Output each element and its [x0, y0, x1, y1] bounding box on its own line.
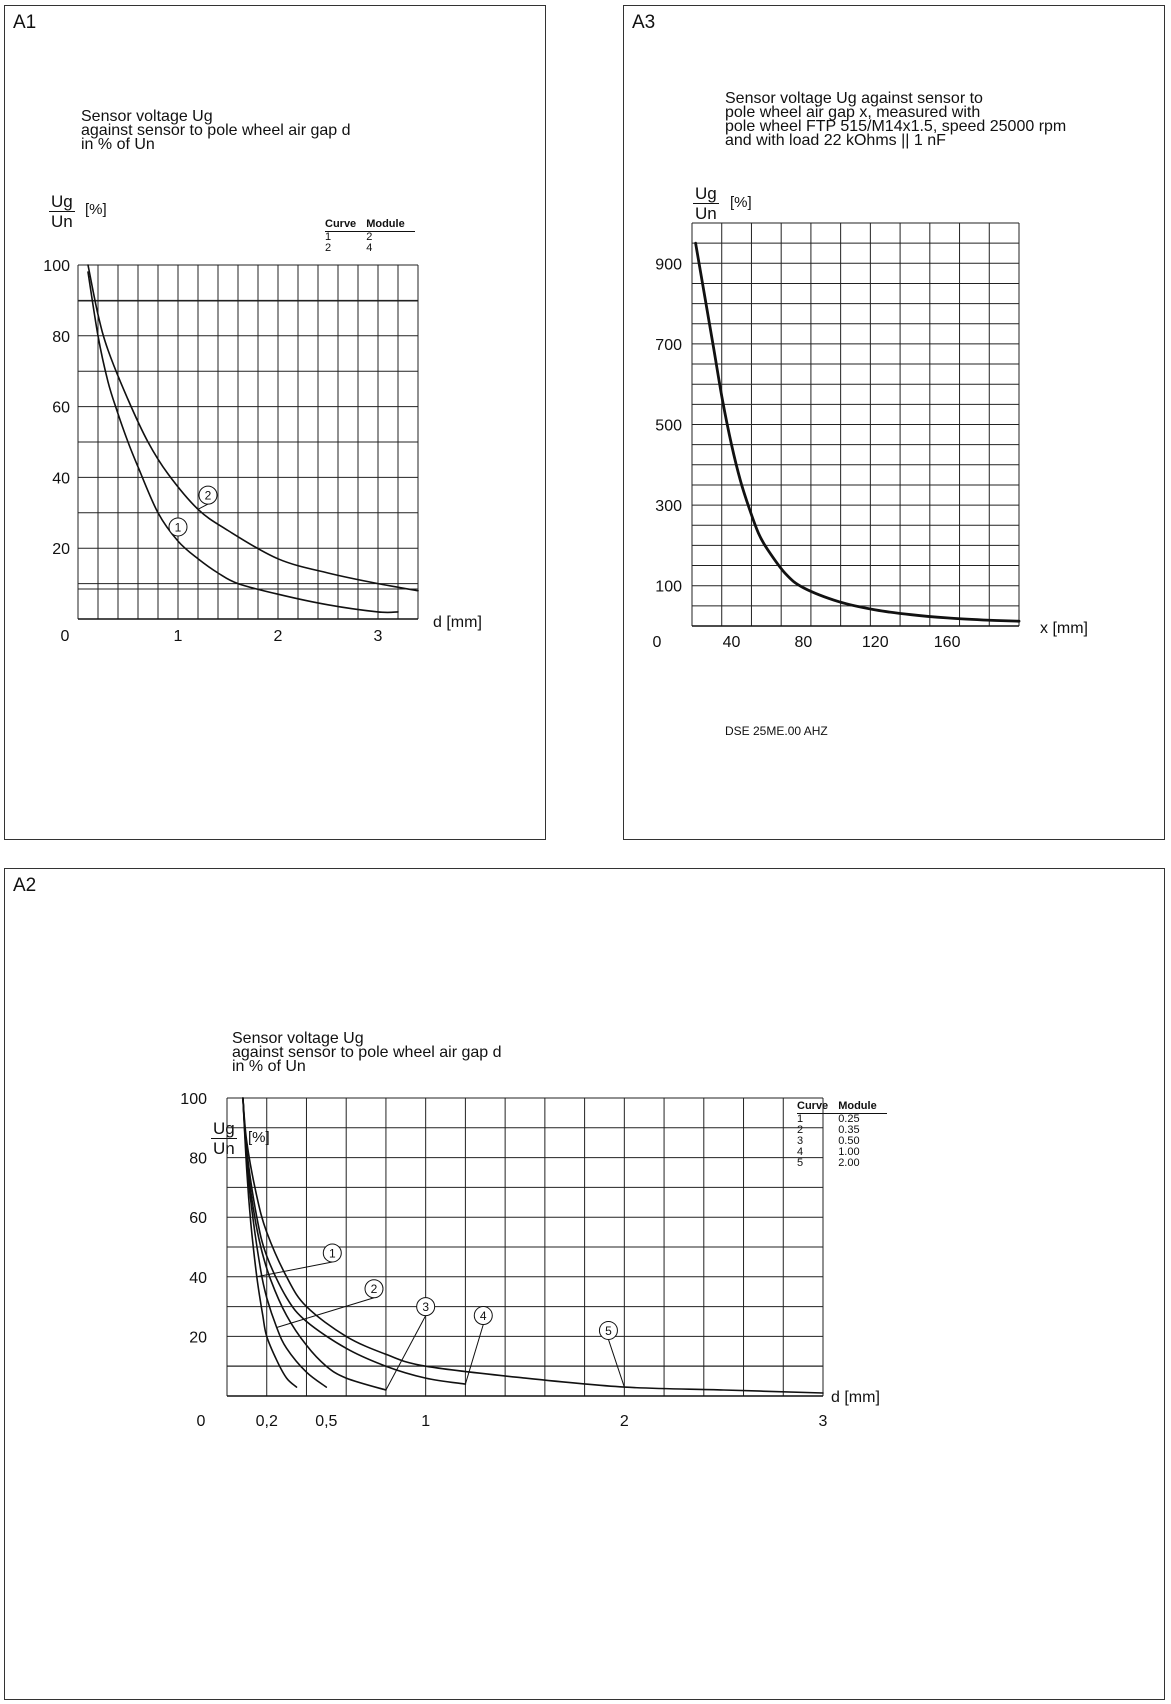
- legend-cell: 4: [366, 242, 373, 254]
- legend-cell: 2: [366, 231, 373, 243]
- legend-cell: 1: [797, 1113, 804, 1125]
- legend-cell: 3: [797, 1135, 804, 1147]
- y-tick-label: 20: [52, 541, 70, 559]
- title-line: in % of Un: [232, 1058, 306, 1075]
- x-axis-label: d [mm]: [433, 614, 482, 631]
- y-tick-label: 60: [52, 399, 70, 417]
- title-line: in % of Un: [81, 136, 155, 153]
- grid-lines: [227, 1098, 823, 1396]
- legend-cell: 1.00: [838, 1146, 860, 1158]
- series-line-1: [243, 1098, 297, 1387]
- y-tick-label: 500: [655, 417, 682, 435]
- y-tick-label: 40: [52, 470, 70, 488]
- title-line: and with load 22 kOhms || 1 nF: [725, 132, 946, 149]
- grid-lines: [78, 265, 418, 619]
- curve-label: 5: [605, 1323, 612, 1338]
- x-tick-label: 160: [933, 634, 961, 651]
- y-tick-label: 80: [52, 328, 70, 346]
- chart-panel-a1: [4, 5, 546, 840]
- curve-leader-line: [257, 1262, 332, 1277]
- y-unit-a3: [%]: [730, 194, 752, 211]
- legend-cell: 0.35: [838, 1124, 860, 1136]
- y-tick-label: 100: [43, 258, 70, 275]
- x-tick-label: 3: [373, 628, 383, 645]
- legend-cell: 2: [797, 1124, 804, 1136]
- x-tick-label: 40: [722, 634, 741, 651]
- y-unit-a2: [%]: [248, 1129, 270, 1146]
- legend-cell: 4: [797, 1146, 804, 1158]
- x-axis-label: x [mm]: [1040, 620, 1088, 637]
- y-tick-label: 700: [655, 336, 682, 354]
- curve-label: 2: [204, 488, 212, 503]
- legend-cell: 2.00: [838, 1157, 860, 1169]
- title-line: Sensor voltage Ug: [232, 1030, 364, 1047]
- panel-id-a3: A3: [632, 12, 656, 33]
- reference-code-a3: DSE 25ME.00 AHZ: [725, 724, 828, 738]
- y-tick-label: 20: [189, 1329, 207, 1347]
- curve-label: 1: [328, 1246, 336, 1261]
- title-line: pole wheel air gap x, measured with: [725, 104, 981, 121]
- y-tick-label: 300: [655, 498, 682, 516]
- legend-header: Curve: [797, 1101, 838, 1114]
- legend-cell: 1: [325, 231, 332, 243]
- grid-lines: [692, 223, 1019, 626]
- y-tick-label: 40: [189, 1269, 207, 1287]
- legend-cell: 0.50: [838, 1135, 860, 1147]
- curve-leader-line: [386, 1316, 426, 1390]
- y-tick-label: 900: [655, 256, 682, 274]
- y-label-numerator: Ug: [51, 192, 73, 211]
- series-line-2: [243, 1098, 326, 1387]
- y-label-denominator: Un: [695, 204, 717, 223]
- title-line: Sensor voltage Ug: [81, 108, 213, 125]
- curve-leader-line: [198, 504, 208, 509]
- origin-label: 0: [196, 1413, 206, 1430]
- x-tick-label: 3: [818, 1413, 828, 1430]
- curve-label: 2: [370, 1282, 378, 1297]
- x-tick-label: 2: [273, 628, 283, 645]
- y-tick-label: 100: [655, 578, 682, 596]
- title-line: against sensor to pole wheel air gap d: [81, 122, 351, 139]
- chart-panel-a3: [623, 5, 1165, 840]
- y-label-numerator: Ug: [695, 184, 717, 203]
- curve-label: 4: [479, 1309, 487, 1324]
- series-line-main: [696, 243, 1019, 621]
- x-tick-label: 0,5: [315, 1413, 338, 1430]
- plot-area-a2: [5, 869, 1163, 1699]
- legend-header: Curve: [325, 219, 366, 232]
- curve-label: 1: [174, 520, 182, 535]
- origin-label: 0: [652, 634, 662, 651]
- plot-area-a1: [5, 6, 545, 836]
- x-tick-label: 2: [619, 1413, 629, 1430]
- origin-label: 0: [60, 628, 70, 645]
- legend-cell: 2: [325, 242, 332, 254]
- legend-header: Module: [838, 1101, 887, 1114]
- x-tick-label: 0,2: [255, 1413, 278, 1430]
- plot-area-a3: [624, 6, 1164, 836]
- title-line: pole wheel FTP 515/M14x1.5, speed 25000 rpm: [725, 118, 1067, 135]
- curve-label: 3: [422, 1300, 430, 1315]
- chart-panel-a2: [4, 868, 1165, 1700]
- panel-id-a2: A2: [13, 875, 37, 896]
- y-unit-a1: [%]: [85, 201, 107, 218]
- y-label-denominator: Un: [213, 1139, 235, 1158]
- x-axis-label: d [mm]: [831, 1389, 880, 1406]
- legend-cell: 0.25: [838, 1113, 860, 1125]
- y-tick-label: 80: [189, 1150, 207, 1168]
- x-tick-label: 1: [173, 628, 183, 645]
- curve-leader-line: [608, 1339, 624, 1387]
- title-line: against sensor to pole wheel air gap d: [232, 1044, 502, 1061]
- x-tick-label: 1: [421, 1413, 431, 1430]
- y-tick-label: 100: [180, 1091, 207, 1108]
- y-label-denominator: Un: [51, 212, 73, 231]
- title-line: Sensor voltage Ug against sensor to: [725, 90, 983, 107]
- curve-leader-line: [465, 1325, 483, 1385]
- y-label-numerator: Ug: [213, 1119, 235, 1138]
- legend-header: Module: [366, 219, 415, 232]
- legend-cell: 5: [797, 1157, 804, 1169]
- y-tick-label: 60: [189, 1210, 207, 1228]
- x-tick-label: 80: [794, 634, 813, 651]
- panel-id-a1: A1: [13, 12, 37, 33]
- x-tick-label: 120: [861, 634, 889, 651]
